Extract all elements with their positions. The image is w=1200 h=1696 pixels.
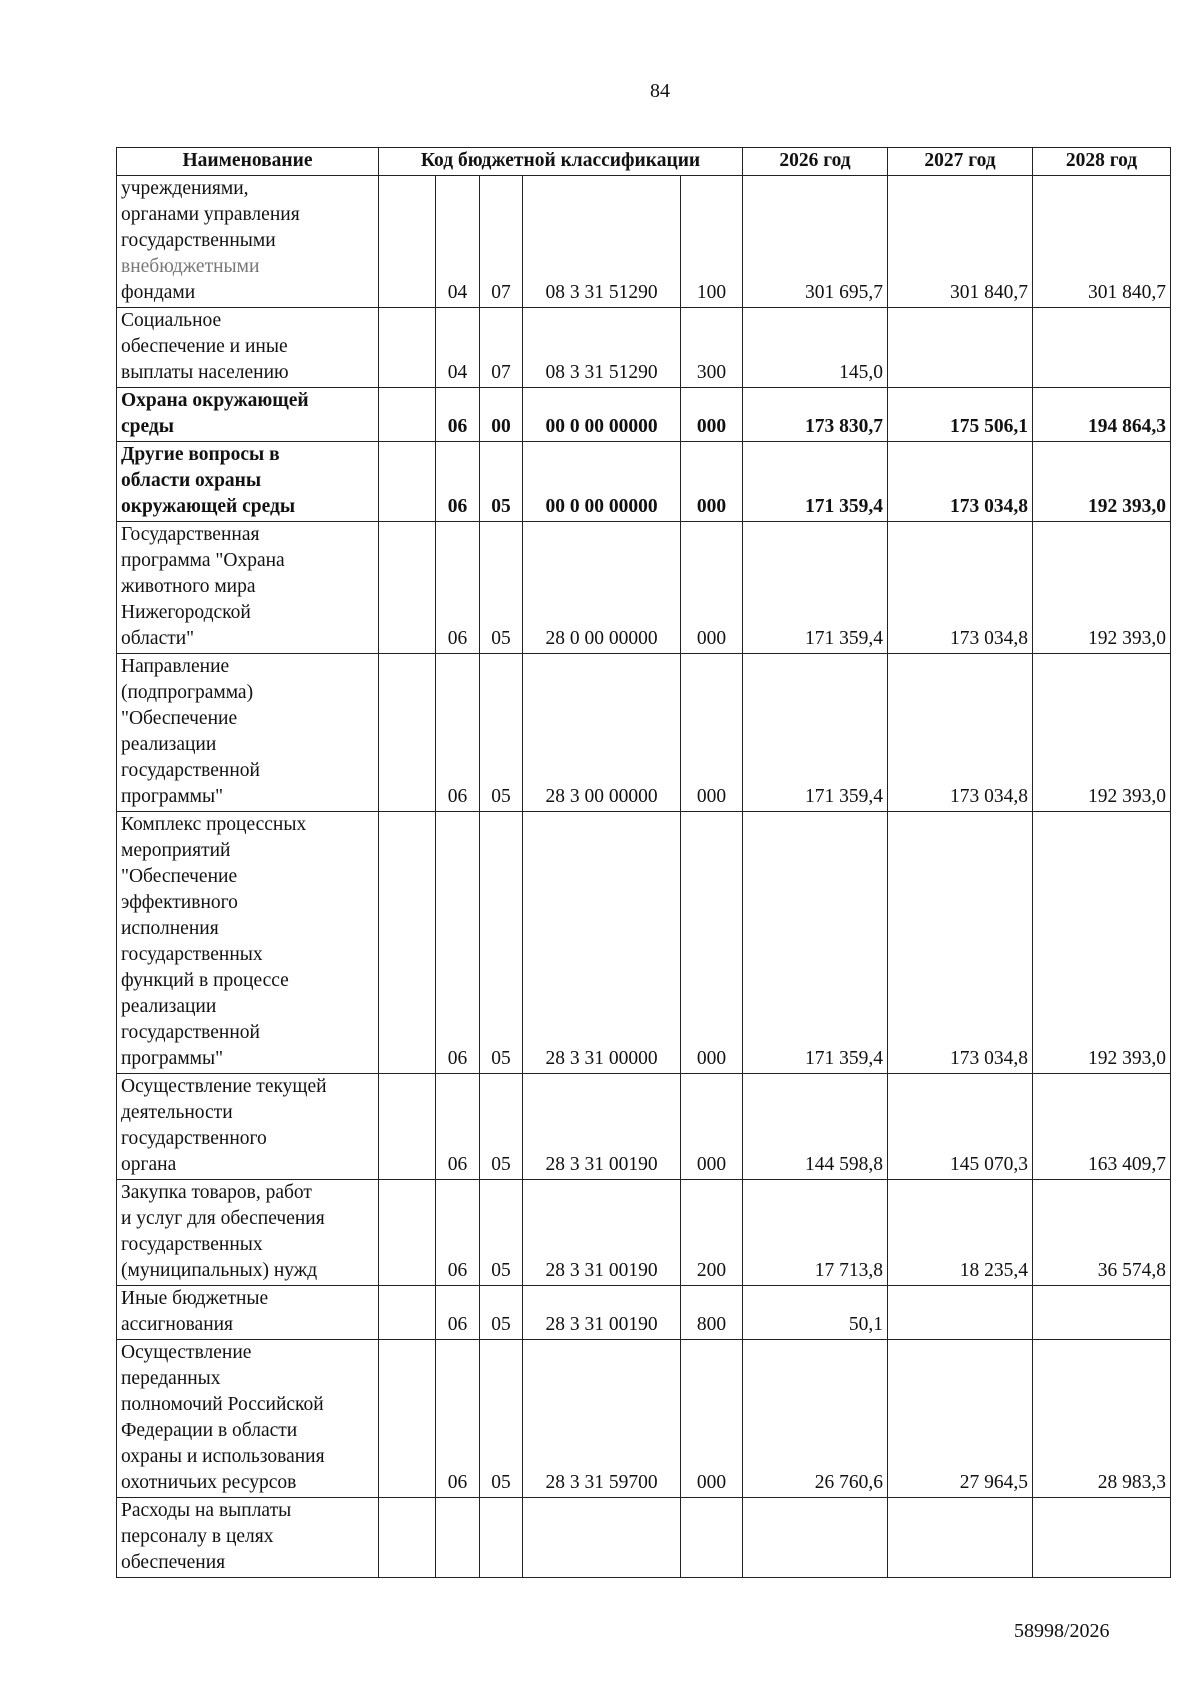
row-name-line: обеспечение и иные <box>121 336 288 357</box>
target-item-code: 28 0 00 00000 <box>523 522 681 654</box>
target-item-code: 28 3 00 00000 <box>523 654 681 812</box>
code-spacer-cell <box>379 1498 436 1578</box>
value-2026: 171 359,4 <box>743 654 888 812</box>
subsection-code: 07 <box>480 308 523 388</box>
row-name-line: Расходы на выплаты <box>121 1500 292 1521</box>
target-item-code: 28 3 31 00000 <box>523 812 681 1074</box>
row-name-line: охраны и использования <box>121 1446 325 1467</box>
row-name-line: программы" <box>121 786 224 807</box>
row-name-line: программа "Охрана <box>121 550 285 571</box>
code-spacer-cell <box>379 176 436 308</box>
value-2026: 171 359,4 <box>743 812 888 1074</box>
row-name <box>117 1074 379 1180</box>
target-item-code: 28 3 31 00190 <box>523 1286 681 1340</box>
table-row <box>117 1498 1171 1578</box>
code-spacer-cell <box>379 1286 436 1340</box>
code-spacer-cell <box>379 308 436 388</box>
row-name-line: реализации <box>121 734 217 755</box>
row-name-line: области" <box>121 628 195 649</box>
expense-type-code: 000 <box>681 442 743 522</box>
value-2026: 26 760,6 <box>743 1340 888 1498</box>
subsection-code: 00 <box>480 388 523 442</box>
value-2028: 36 574,8 <box>1033 1180 1171 1286</box>
subsection-code: 05 <box>480 1340 523 1498</box>
row-name-line: Государственная <box>121 524 260 545</box>
expense-type-code: 000 <box>681 654 743 812</box>
value-2027: 18 235,4 <box>888 1180 1033 1286</box>
row-name-line: исполнения <box>121 918 219 939</box>
row-name-line: "Обеспечение <box>121 708 238 729</box>
value-2028 <box>1033 1498 1171 1578</box>
value-2027 <box>888 1286 1033 1340</box>
row-name-line: государственных <box>121 1234 263 1255</box>
code-spacer-cell <box>379 388 436 442</box>
row-name-line: государственной <box>121 1022 260 1043</box>
section-code: 06 <box>436 388 480 442</box>
subsection-code: 05 <box>480 1286 523 1340</box>
table-row <box>117 176 1171 308</box>
row-name <box>117 1180 379 1286</box>
header-code: Код бюджетной классификации <box>379 148 743 176</box>
value-2027: 27 964,5 <box>888 1340 1033 1498</box>
row-name-line: Федерации в области <box>121 1420 298 1441</box>
table-row <box>117 1340 1171 1498</box>
row-name-line: внебюджетными <box>121 256 260 277</box>
table-row <box>117 442 1171 522</box>
target-item-code: 08 3 31 51290 <box>523 176 681 308</box>
row-name-line: Охрана окружающей <box>121 390 309 411</box>
subsection-code: 05 <box>480 812 523 1074</box>
document-number: 58998/2026 <box>1014 1620 1110 1642</box>
expense-type-code: 000 <box>681 388 743 442</box>
section-code: 06 <box>436 654 480 812</box>
table-row <box>117 1180 1171 1286</box>
row-name-line: государственными <box>121 230 276 251</box>
row-name-line: Направление <box>121 656 230 677</box>
value-2027: 145 070,3 <box>888 1074 1033 1180</box>
section-code: 06 <box>436 1074 480 1180</box>
row-name <box>117 522 379 654</box>
value-2028: 192 393,0 <box>1033 654 1171 812</box>
header-2028: 2028 год <box>1033 148 1171 176</box>
row-name-line: учреждениями, <box>121 178 249 199</box>
value-2028: 163 409,7 <box>1033 1074 1171 1180</box>
code-spacer-cell <box>379 654 436 812</box>
table-row <box>117 1074 1171 1180</box>
row-name-line: реализации <box>121 996 217 1017</box>
row-name-line: мероприятий <box>121 840 231 861</box>
section-code: 06 <box>436 1286 480 1340</box>
table-row <box>117 522 1171 654</box>
value-2026: 173 830,7 <box>743 388 888 442</box>
header-2027: 2027 год <box>888 148 1033 176</box>
target-item-code: 28 3 31 00190 <box>523 1180 681 1286</box>
row-name-line: государственных <box>121 944 263 965</box>
row-name-line: Комплекс процессных <box>121 814 307 835</box>
value-2027: 173 034,8 <box>888 812 1033 1074</box>
row-name <box>117 388 379 442</box>
code-spacer-cell <box>379 812 436 1074</box>
row-name <box>117 812 379 1074</box>
row-name <box>117 442 379 522</box>
row-name-line: органами управления <box>121 204 300 225</box>
row-name-line: переданных <box>121 1368 221 1389</box>
value-2028: 194 864,3 <box>1033 388 1171 442</box>
section-code: 06 <box>436 522 480 654</box>
value-2026: 145,0 <box>743 308 888 388</box>
value-2027: 173 034,8 <box>888 654 1033 812</box>
value-2028 <box>1033 1286 1171 1340</box>
value-2027: 173 034,8 <box>888 442 1033 522</box>
table-row <box>117 812 1171 1074</box>
row-name-line: полномочий Российской <box>121 1394 324 1415</box>
expense-type-code: 000 <box>681 812 743 1074</box>
value-2028: 192 393,0 <box>1033 442 1171 522</box>
section-code: 06 <box>436 1340 480 1498</box>
subsection-code: 05 <box>480 1180 523 1286</box>
value-2026: 301 695,7 <box>743 176 888 308</box>
subsection-code <box>480 1498 523 1578</box>
row-name <box>117 1286 379 1340</box>
row-name-line: Осуществление текущей <box>121 1076 327 1097</box>
value-2026 <box>743 1498 888 1578</box>
expense-type-code: 800 <box>681 1286 743 1340</box>
expense-type-code: 100 <box>681 176 743 308</box>
row-name <box>117 176 379 308</box>
value-2028: 301 840,7 <box>1033 176 1171 308</box>
target-item-code: 00 0 00 00000 <box>523 388 681 442</box>
code-spacer-cell <box>379 522 436 654</box>
budget-table <box>116 147 1171 1578</box>
row-name-line: ассигнования <box>121 1314 234 1335</box>
subsection-code: 05 <box>480 1074 523 1180</box>
expense-type-code: 000 <box>681 522 743 654</box>
section-code: 06 <box>436 1180 480 1286</box>
table-row <box>117 308 1171 388</box>
row-name-line: и услуг для обеспечения <box>121 1208 325 1229</box>
row-name-line: "Обеспечение <box>121 866 238 887</box>
row-name-line: (подпрограмма) <box>121 682 254 703</box>
code-spacer-cell <box>379 1340 436 1498</box>
value-2026: 171 359,4 <box>743 442 888 522</box>
target-item-code: 00 0 00 00000 <box>523 442 681 522</box>
value-2026: 144 598,8 <box>743 1074 888 1180</box>
row-name-line: органа <box>121 1154 177 1175</box>
section-code <box>436 1498 480 1578</box>
row-name <box>117 308 379 388</box>
value-2028: 192 393,0 <box>1033 522 1171 654</box>
row-name-line: (муниципальных) нужд <box>121 1260 318 1281</box>
subsection-code: 05 <box>480 522 523 654</box>
target-item-code: 08 3 31 51290 <box>523 308 681 388</box>
table-row <box>117 654 1171 812</box>
table-row <box>117 388 1171 442</box>
header-name: Наименование <box>117 148 379 176</box>
value-2026: 171 359,4 <box>743 522 888 654</box>
value-2027: 301 840,7 <box>888 176 1033 308</box>
row-name-line: охотничьих ресурсов <box>121 1472 297 1493</box>
subsection-code: 05 <box>480 442 523 522</box>
row-name <box>117 1498 379 1578</box>
row-name-line: выплаты населению <box>121 362 289 383</box>
table-header-row <box>117 148 1171 176</box>
value-2028: 192 393,0 <box>1033 812 1171 1074</box>
target-item-code <box>523 1498 681 1578</box>
row-name <box>117 1340 379 1498</box>
row-name-line: государственного <box>121 1128 267 1149</box>
expense-type-code: 000 <box>681 1340 743 1498</box>
value-2028 <box>1033 308 1171 388</box>
section-code: 06 <box>436 442 480 522</box>
row-name-line: Осуществление <box>121 1342 252 1363</box>
value-2027: 173 034,8 <box>888 522 1033 654</box>
row-name-line: Нижегородской <box>121 602 251 623</box>
value-2027: 175 506,1 <box>888 388 1033 442</box>
row-name-line: среды <box>121 416 174 437</box>
value-2026: 17 713,8 <box>743 1180 888 1286</box>
code-spacer-cell <box>379 442 436 522</box>
target-item-code: 28 3 31 59700 <box>523 1340 681 1498</box>
code-spacer-cell <box>379 1074 436 1180</box>
value-2027 <box>888 1498 1033 1578</box>
row-name-line: эффективного <box>121 892 238 913</box>
section-code: 04 <box>436 308 480 388</box>
target-item-code: 28 3 31 00190 <box>523 1074 681 1180</box>
row-name-line: функций в процессе <box>121 970 289 991</box>
subsection-code: 05 <box>480 654 523 812</box>
section-code: 06 <box>436 812 480 1074</box>
row-name-line: персоналу в целях <box>121 1526 274 1547</box>
row-name-line: Другие вопросы в <box>121 444 280 465</box>
row-name-line: фондами <box>121 282 196 303</box>
subsection-code: 07 <box>480 176 523 308</box>
row-name-line: Социальное <box>121 310 222 331</box>
row-name-line: деятельности <box>121 1102 233 1123</box>
code-spacer-cell <box>379 1180 436 1286</box>
value-2027 <box>888 308 1033 388</box>
row-name-line: программы" <box>121 1048 224 1069</box>
row-name-line: государственной <box>121 760 260 781</box>
table-body <box>117 176 1171 1578</box>
expense-type-code <box>681 1498 743 1578</box>
expense-type-code: 000 <box>681 1074 743 1180</box>
row-name <box>117 654 379 812</box>
value-2026: 50,1 <box>743 1286 888 1340</box>
table-row <box>117 1286 1171 1340</box>
row-name-line: животного мира <box>121 576 256 597</box>
section-code: 04 <box>436 176 480 308</box>
row-name-line: окружающей среды <box>121 496 296 517</box>
row-name-line: обеспечения <box>121 1552 226 1573</box>
row-name-line: области охраны <box>121 470 262 491</box>
page-number: 84 <box>650 80 670 102</box>
header-2026: 2026 год <box>743 148 888 176</box>
row-name-line: Закупка товаров, работ <box>121 1182 312 1203</box>
expense-type-code: 300 <box>681 308 743 388</box>
row-name-line: Иные бюджетные <box>121 1288 269 1309</box>
value-2028: 28 983,3 <box>1033 1340 1171 1498</box>
expense-type-code: 200 <box>681 1180 743 1286</box>
